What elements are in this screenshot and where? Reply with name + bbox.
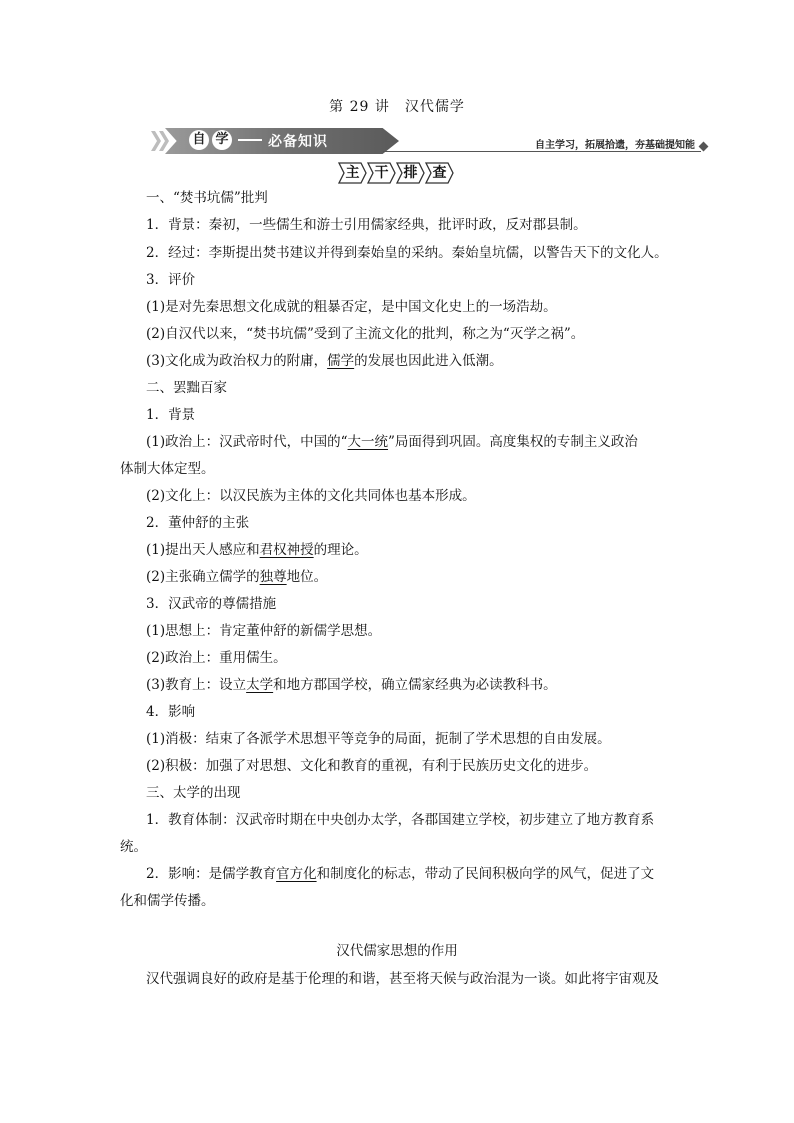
paragraph-continuation: 体制大体定型。: [120, 461, 215, 477]
text: 地位。: [286, 569, 328, 585]
section-tag-char: 查: [432, 165, 447, 181]
page-title: 第 29 讲 汉代儒学: [329, 99, 465, 115]
section-tag: [338, 162, 454, 184]
section-tag-cell: [396, 162, 425, 184]
reading-title: 汉代儒家思想的作用: [336, 943, 458, 959]
text: (2)主张确立儒学的: [146, 569, 260, 585]
banner-dash: [238, 139, 262, 141]
section-tag-char: 干: [374, 165, 389, 181]
paragraph: 1．背景：秦初，一些儒生和游士引用儒家经典，批评时政，反对郡县制。: [146, 217, 587, 233]
underlined-keyword: 官方化: [276, 866, 317, 882]
paragraph-continuation: 统。: [120, 839, 147, 855]
text: ”局面得到巩固。高度集权的专制主义政治: [388, 434, 638, 450]
banner-circle-2: 学: [212, 130, 232, 150]
underlined-keyword: 太学: [246, 677, 274, 693]
paragraph: 3．汉武帝的尊儒措施: [146, 596, 277, 612]
text: (1)提出天人感应和: [146, 542, 260, 558]
underlined-keyword: 儒学: [327, 353, 355, 369]
chevron-icon: [151, 131, 161, 151]
section-heading: 三、太学的出现: [146, 785, 241, 801]
paragraph: [146, 864, 706, 884]
banner-circle-1: 自: [189, 130, 209, 150]
section-heading: 一、“焚书坑儒”批判: [146, 190, 268, 206]
section-banner: [149, 127, 709, 155]
paragraph-continuation: 化和儒学传播。: [120, 893, 215, 909]
paragraph: 汉代强调良好的政府是基于伦理的和谐，甚至将天候与政治混为一谈。如此将宇宙观及: [146, 971, 659, 987]
text: 的理论。: [313, 542, 368, 558]
underlined-keyword: 独尊: [259, 569, 287, 585]
banner-tagline: 自主学习，拓展拾遗，夯基础提知能: [535, 140, 695, 151]
paragraph: (2)自汉代以来，“焚书坑儒”受到了主流文化的批判，称之为“灭学之祸”。: [146, 326, 585, 342]
section-tag-cell: [425, 162, 454, 184]
underlined-keyword: 大一统: [347, 434, 389, 450]
text: (3)文化成为政治权力的附庸，: [146, 353, 328, 369]
paragraph: [146, 432, 706, 452]
paragraph: (2)政治上：重用儒生。: [146, 650, 287, 666]
paragraph: (1)消极：结束了各派学术思想平等竞争的局面，扼制了学术思想的自由发展。: [146, 731, 611, 747]
paragraph: [146, 540, 706, 560]
section-heading: 二、罢黜百家: [146, 380, 227, 396]
text: 和地方郡国学校，确立儒家经典为必读教科书。: [273, 677, 557, 693]
paragraph: 3．评价: [146, 272, 196, 288]
underlined-keyword: 君权神授: [259, 542, 314, 558]
diamond-icon: [699, 142, 709, 152]
paragraph: 2．董仲舒的主张: [146, 515, 250, 531]
banner-rule: [383, 151, 701, 152]
text: 和制度化的标志，带动了民间积极向学的风气，促进了文: [316, 866, 655, 882]
section-tag-char: 排: [403, 165, 418, 181]
paragraph: [146, 351, 706, 371]
paragraph: 2．经过：李斯提出焚书建议并得到秦始皇的采纳。秦始皇坑儒，以警告天下的文化人。: [146, 245, 668, 261]
paragraph: (2)积极：加强了对思想、文化和教育的重视，有利于民族历史文化的进步。: [146, 758, 598, 774]
paragraph: 4．影响: [146, 704, 196, 720]
banner-label: 必备知识: [268, 134, 328, 150]
paragraph: [146, 675, 706, 695]
text: 2．影响：是儒学教育: [146, 866, 277, 882]
paragraph: 1．教育体制：汉武帝时期在中央创办太学，各郡国建立学校，初步建立了地方教育系: [146, 812, 655, 828]
paragraph: (1)是对先秦思想文化成就的粗暴否定，是中国文化史上的一场浩劫。: [146, 299, 557, 315]
text: 的发展也因此进入低潮。: [354, 353, 503, 369]
paragraph: (1)思想上：肯定董仲舒的新儒学思想。: [146, 623, 382, 639]
section-tag-char: 主: [345, 165, 360, 181]
section-tag-cell: [338, 162, 367, 184]
paragraph: (2)文化上：以汉民族为主体的文化共同体也基本形成。: [146, 488, 476, 504]
paragraph: 1．背景: [146, 407, 196, 423]
paragraph: [146, 567, 706, 587]
text: (1)政治上：汉武帝时代，中国的“: [146, 434, 348, 450]
section-tag-cell: [367, 162, 396, 184]
text: (3)教育上：设立: [146, 677, 247, 693]
